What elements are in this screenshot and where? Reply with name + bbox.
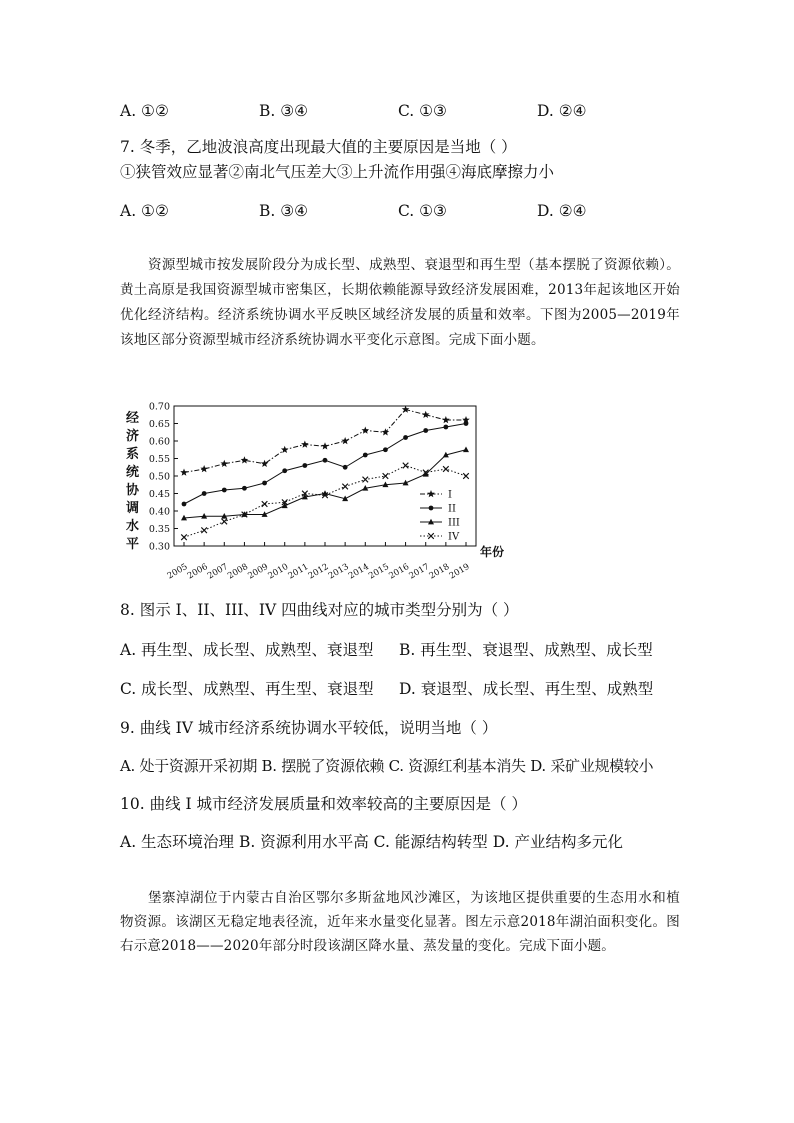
plot-frame — [174, 406, 476, 546]
q7-option-c: C. ①③ — [398, 202, 447, 220]
q7-items: ①狭管效应显著②南北气压差大③上升流作用强④海底摩擦力小 — [120, 163, 555, 181]
data-point — [201, 527, 207, 533]
data-point — [221, 519, 227, 525]
x-tick-label: 2011 — [286, 561, 311, 582]
y-tick-label: 0.50 — [148, 471, 170, 483]
data-point — [362, 477, 368, 483]
data-point — [363, 453, 368, 458]
data-point — [200, 465, 208, 472]
data-point — [443, 425, 448, 430]
x-axis-label: 年份 — [480, 545, 505, 559]
series-I — [180, 406, 470, 476]
q8-option-d: D. 衰退型、成长型、再生型、成熟型 — [399, 680, 654, 698]
q10-options: A. 生态环境治理 B. 资源利用水平高 C. 能源结构转型 D. 产业结构多元化 — [120, 833, 623, 851]
q6-option-d: D. ②④ — [537, 102, 587, 120]
data-point — [281, 446, 289, 453]
data-point — [242, 486, 247, 491]
x-axis-ticks — [166, 542, 472, 581]
x-tick-label: 2009 — [246, 561, 271, 582]
legend-item-IV — [420, 532, 460, 543]
x-tick-label: 2012 — [306, 561, 331, 582]
data-point — [403, 435, 408, 440]
x-tick-label: 2007 — [206, 561, 230, 582]
legend-item-I — [420, 490, 452, 501]
legend-item-II — [420, 504, 456, 515]
data-point — [182, 502, 187, 507]
q6-option-a: A. ①② — [120, 102, 169, 120]
q8-option-b: B. 再生型、衰退型、成熟型、成长型 — [399, 641, 653, 659]
y-tick-label: 0.45 — [148, 489, 170, 500]
x-tick-label: 2015 — [367, 561, 391, 582]
x-tick-label: 2018 — [427, 561, 452, 582]
data-point — [262, 501, 268, 507]
series-III — [181, 447, 469, 521]
data-point — [262, 481, 267, 486]
data-point — [382, 428, 390, 435]
x-tick-label: 2016 — [387, 561, 412, 582]
data-point — [463, 473, 469, 479]
y-tick-label: 0.30 — [148, 541, 170, 553]
passage-resource-cities: 资源型城市按发展阶段分为成长型、成熟型、衰退型和再生型（基本摆脱了资源依赖）。黄土高原是我国资源型城市密集区，长期依赖能源导致经济发展困难，2013年起该地区开始优化经济结构。经济系统协调水平反映区域经济发展的质量和效率。下图为2005—2019年该地区部分资源型城市经济系统协调水平变化示意图。完成下面小题。 — [120, 257, 680, 348]
y-axis-label — [126, 410, 140, 552]
coordination-level-chart — [118, 398, 508, 582]
y-axis-label-char: 平 — [126, 537, 140, 552]
y-axis-label-char: 水 — [126, 519, 140, 534]
q8-option-a: A. 再生型、成长型、成熟型、衰退型 — [120, 641, 374, 659]
q7-option-b: B. ③④ — [259, 202, 309, 220]
data-point — [428, 533, 434, 539]
q7-option-d: D. ②④ — [537, 202, 587, 220]
legend-label: III — [448, 517, 460, 529]
data-point — [422, 411, 430, 418]
data-point — [202, 491, 207, 496]
y-axis-label-char: 济 — [126, 429, 140, 444]
data-point — [343, 465, 348, 470]
x-tick-label: 2010 — [266, 561, 291, 582]
y-axis-label-char: 系 — [126, 447, 140, 462]
x-tick-label: 2014 — [347, 561, 371, 582]
legend-label: I — [448, 489, 452, 501]
y-axis-label-char: 经 — [126, 411, 140, 426]
x-tick-label: 2008 — [226, 561, 250, 582]
data-point — [342, 484, 348, 490]
x-tick-label: 2006 — [185, 561, 210, 582]
legend-label: IV — [448, 531, 460, 543]
data-point — [302, 463, 307, 468]
y-axis-label-char: 协 — [126, 483, 140, 498]
y-tick-label: 0.35 — [148, 524, 170, 535]
x-tick-label: 2013 — [326, 561, 351, 582]
q8-option-c: C. 成长型、成熟型、再生型、衰退型 — [120, 680, 374, 698]
data-point — [181, 534, 187, 540]
q8-stem: 8. 图示 I、II、III、IV 四曲线对应的城市类型分别为（ ） — [120, 601, 519, 619]
y-tick-label: 0.70 — [148, 401, 170, 413]
q7-stem: 7. 冬季，乙地波浪高度出现最大值的主要原因是当地（ ） — [120, 138, 517, 156]
passage-lake: 堡寨淖湖位于内蒙古自治区鄂尔多斯盆地风沙滩区，为该地区提供重要的生态用水和植物资源。该湖区无稳定地表径流，近年来水量变化显著。图左示意2018年湖泊面积变化。图右示意2018——2020年部分时段该湖区降水量、蒸发量的变化。完成下面小题。 — [120, 890, 680, 954]
data-point — [429, 506, 434, 511]
data-point — [341, 437, 349, 444]
data-point — [427, 490, 435, 497]
data-point — [180, 469, 188, 476]
data-point — [222, 488, 227, 493]
q6-option-b: B. ③④ — [259, 102, 309, 120]
data-point — [261, 460, 269, 467]
data-point — [443, 466, 449, 472]
x-tick-label: 2017 — [407, 561, 432, 582]
y-tick-label: 0.65 — [148, 419, 170, 430]
data-point — [402, 406, 410, 413]
data-point — [323, 458, 328, 463]
data-point — [423, 428, 428, 433]
legend-item-III — [420, 518, 460, 529]
data-point — [403, 463, 409, 469]
data-point — [241, 456, 249, 463]
y-tick-label: 0.55 — [148, 454, 170, 465]
data-point — [321, 442, 329, 449]
q9-options: A. 处于资源开采初期 B. 摆脱了资源依赖 C. 资源红利基本消失 D. 采矿业规模较小 — [120, 757, 654, 775]
q9-stem: 9. 曲线 IV 城市经济系统协调水平较低，说明当地（ ） — [120, 719, 498, 737]
x-tick-label: 2005 — [165, 561, 190, 582]
data-point — [463, 447, 469, 453]
y-tick-label: 0.60 — [148, 436, 170, 448]
data-point — [220, 460, 228, 467]
data-point — [301, 441, 309, 448]
data-point — [383, 447, 388, 452]
legend-label: II — [448, 503, 456, 515]
legend — [420, 490, 460, 543]
q10-stem: 10. 曲线 I 城市经济发展质量和效率较高的主要原因是（ ） — [120, 795, 527, 813]
data-point — [383, 473, 389, 479]
data-point — [464, 421, 469, 426]
y-axis-label-char: 统 — [126, 465, 140, 480]
y-tick-label: 0.40 — [148, 506, 170, 518]
y-axis-label-char: 调 — [126, 501, 140, 516]
q7-option-a: A. ①② — [120, 202, 169, 220]
data-point — [442, 416, 450, 423]
data-point — [361, 427, 369, 434]
series-lines — [180, 406, 470, 541]
x-tick-label: 2019 — [447, 561, 472, 582]
data-point — [282, 468, 287, 473]
q6-option-c: C. ①③ — [398, 102, 447, 120]
